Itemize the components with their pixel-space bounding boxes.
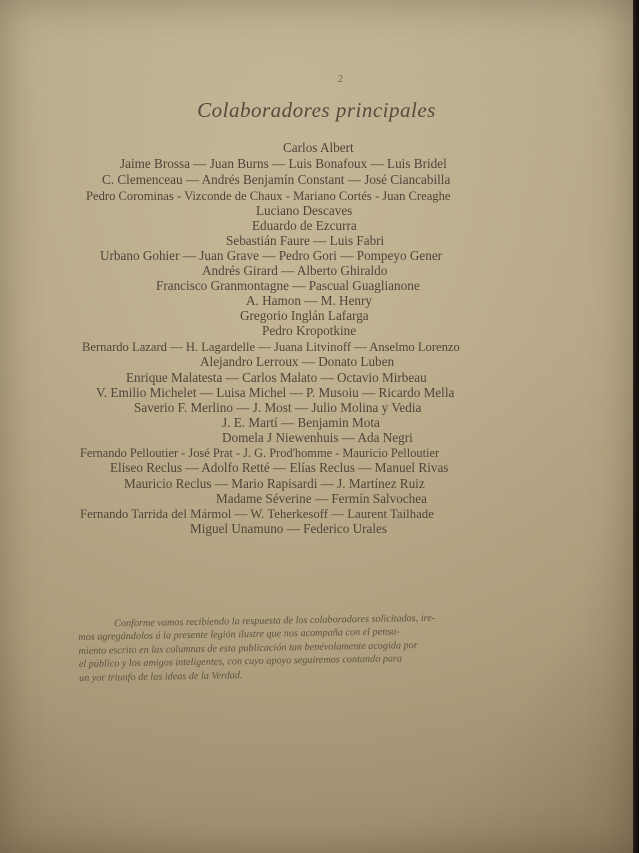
page-number: 2 — [338, 74, 343, 85]
page-title: Colaboradores principales — [197, 98, 436, 122]
list-item: C. Clemenceau — Andrés Benjamín Constant — José Ciancabilla — [102, 172, 451, 187]
list-item: Sebastián Faure — Luis Fabri — [226, 233, 385, 248]
list-item: Enrique Malatesta — Carlos Malato — Octavio Mirbeau — [126, 370, 427, 385]
list-item: Francisco Granmontagne — Pascual Guaglianone — [156, 278, 420, 293]
list-item: Carlos Albert — [283, 140, 354, 155]
notice-line: el público y los amigos inteligentes, con cuyo apoyo seguiremos contando para — [78, 653, 403, 671]
list-item: Miguel Unamuno — Federico Urales — [190, 521, 388, 536]
list-item: Pedro Kropotkine — [262, 323, 357, 338]
list-item: V. Emilio Michelet — Luisa Michel — P. Musoiu — Ricardo Mella — [96, 385, 455, 400]
list-item: Alejandro Lerroux — Donato Luben — [200, 354, 395, 369]
list-item: J. E. Martí — Benjamin Mota — [222, 415, 380, 430]
list-item: Madame Séverine — Fermín Salvochea — [216, 491, 427, 506]
list-item: Fernando Tarrida del Mármol — W. Teherkesoff — Laurent Tailhade — [80, 507, 434, 521]
notice-line: miento escrito en las columnas de esta publicación tan benévolamente acogida por — [78, 639, 418, 657]
list-item: A. Hamon — M. Henry — [246, 293, 372, 308]
page-edge-shadow — [633, 0, 639, 853]
list-item: Luciano Descaves — [256, 203, 353, 218]
list-item: Andrés Girard — Alberto Ghiraldo — [202, 263, 388, 278]
list-item: Mauricio Reclus — Mario Rapisardi — J. Martínez Ruiz — [124, 476, 425, 491]
notice-line: Conforme vamos recibiendo la respuesta de los colaboradores solicitados, ire- — [114, 612, 436, 630]
list-item: Eduardo de Ezcurra — [252, 218, 357, 233]
notice-line: un yor triunfo de las ideas de la Verdad. — [78, 669, 243, 684]
list-item: Saverio F. Merlino — J. Most — Julio Molina y Vedia — [134, 400, 422, 415]
list-item: Eliseo Reclus — Adolfo Retté — Elías Reclus — Manuel Rivas — [110, 460, 449, 475]
list-item: Urbano Gohier — Juan Grave — Pedro Gori — Pompeyo Gener — [100, 248, 443, 263]
editorial-notice — [78, 609, 571, 685]
list-item: Pedro Corominas - Vizconde de Chaux - Mariano Cortés - Juan Creaghe — [86, 189, 451, 203]
list-item: Bernardo Lazard — H. Lagardelle — Juana Litvinoff — Anselmo Lorenzo — [82, 340, 460, 354]
list-item: Gregorio Inglán Lafarga — [240, 308, 369, 323]
notice-line: mos agregándolos á la presente legión ilustre que nos acompaña con el pensa- — [78, 626, 400, 644]
list-item: Fernando Pelloutier - José Prat - J. G. Prod'homme - Mauricio Pelloutier — [80, 446, 440, 460]
list-item: Domela J Niewenhuis — Ada Negri — [222, 430, 413, 445]
list-item: Jaime Brossa — Juan Burns — Luis Bonafoux — Luis Bridel — [120, 156, 447, 171]
